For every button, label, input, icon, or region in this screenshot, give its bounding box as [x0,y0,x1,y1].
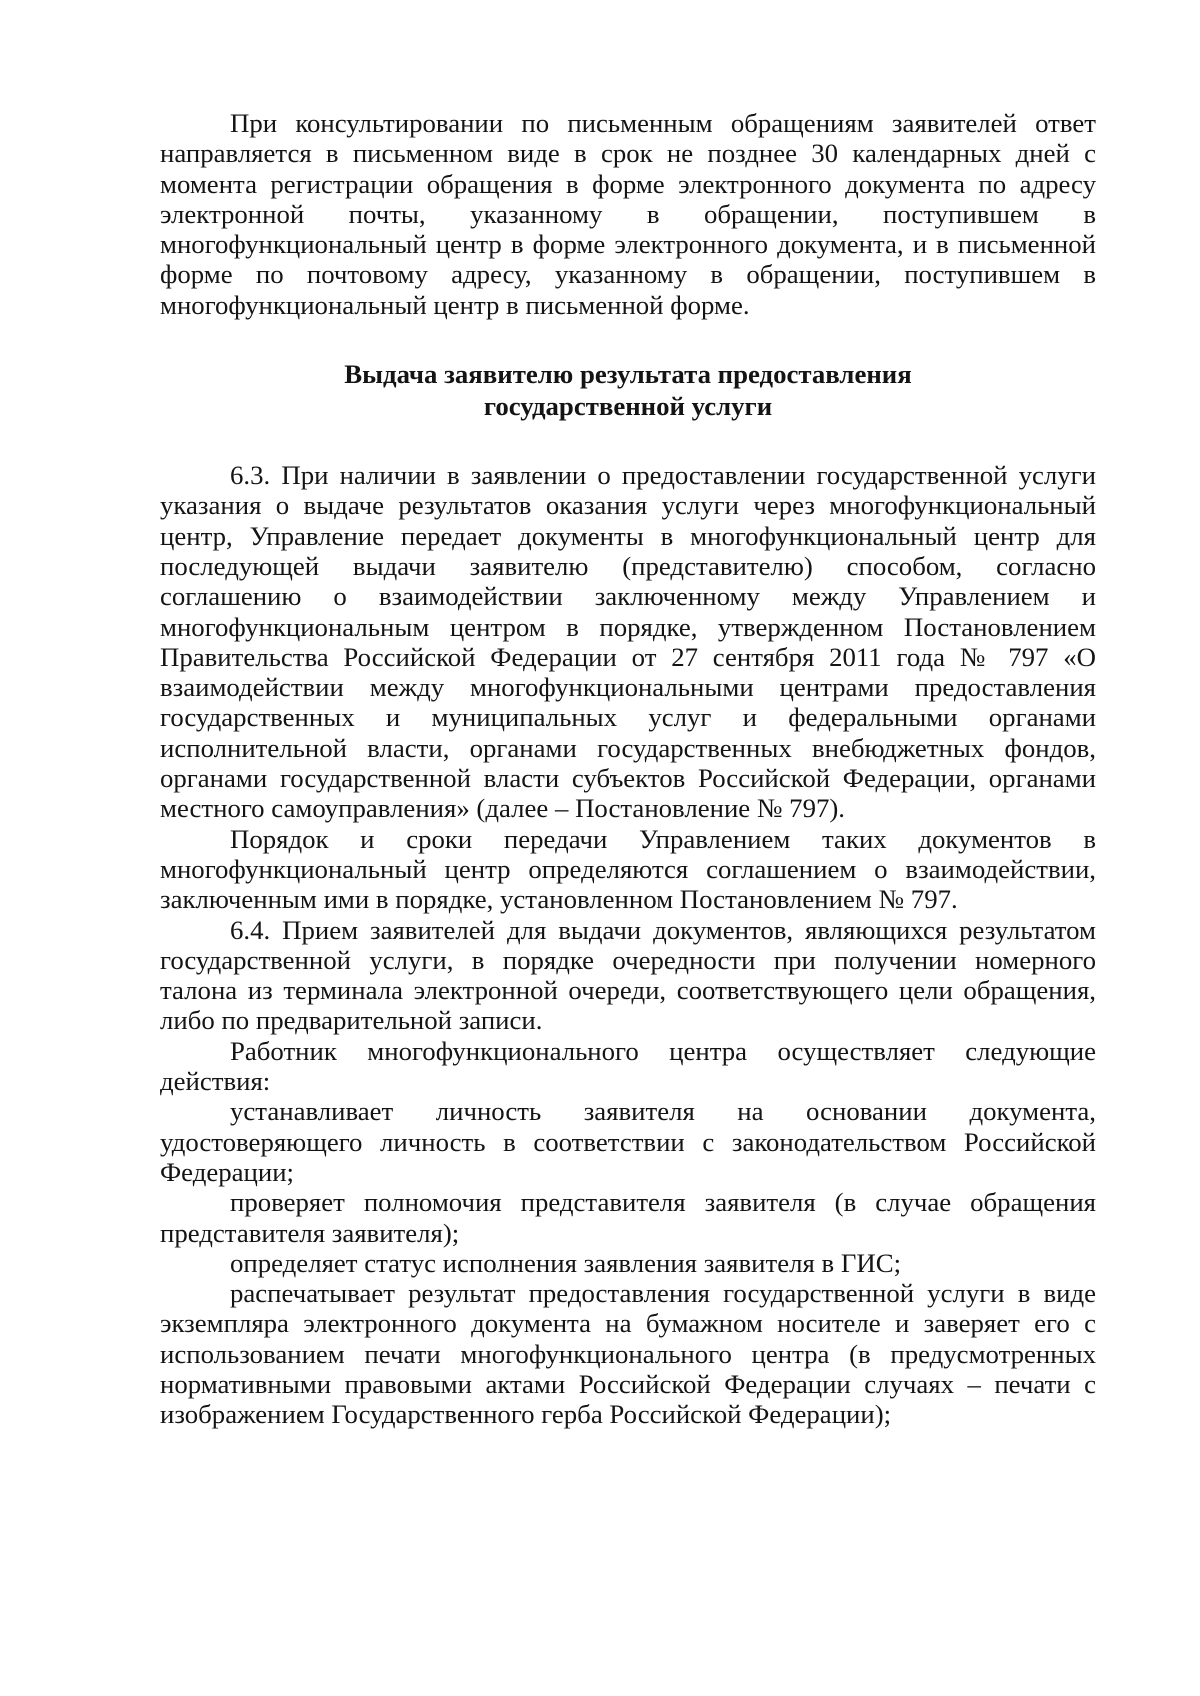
paragraph-identity-check: устанавливает личность заявителя на основании документа, удостоверяющего личность в соответствии с законодательством Российской Федерации; [160,1096,1096,1187]
section-heading [160,358,1096,422]
section-heading-line-2: государственной услуги [483,391,773,422]
paragraph-status-check: определяет статус исполнения заявления заявителя в ГИС; [230,1247,902,1278]
paragraph-6-4: 6.4. Прием заявителей для выдачи документов, являющихся результатом государственной услуги, в порядке очередности при получении номерного талона из терминала электронной очереди, соответствующего цели обращения, либо по предварительной записи. [160,914,1096,1036]
paragraph-6-3: 6.3. При наличии в заявлении о предоставлении государственной услуги указания о выдаче результатов оказания услуги через многофункциональный центр, Управление передает документы в многофункциональный центр для последующей выдачи заявителю (представителю) способом, согласно соглашению о взаимодействии заключенному между Управлением и многофункциональным центром в порядке, утвержденном Постановлением Правительства Российской Федерации от 27 сентября 2011 года № 797 «О взаимодействии между многофункциональными центрами предоставления государственных и муниципальных услуг и федеральными органами исполнительной власти, органами государственных внебюджетных фондов, органами государственной власти субъектов Российской Федерации, органами местного самоуправления» (далее – Постановление № 797). [160,460,1096,824]
paragraph-authority-check: проверяет полномочия представителя заявителя (в случае обращения представителя заявителя); [160,1187,1096,1248]
paragraph-print-result: распечатывает результат предоставления государственной услуги в виде экземпляра электронного документа на бумажном носителе и заверяет его с использованием печати многофункционального центра (в предусмотренных нормативными правовыми актами Российской Федерации случаях – печати с изображением Государственного герба Российской Федерации); [160,1278,1096,1430]
paragraph-worker-actions: Работник многофункционального центра осуществляет следующие действия: [160,1035,1096,1097]
paragraph-transfer-order: Порядок и сроки передачи Управлением таких документов в многофункциональный центр определяются соглашением о взаимодействии, заключенным ими в порядке, установленном Постановлением № 797. [160,823,1096,915]
section-heading-line-1: Выдача заявителю результата предоставления [344,359,912,390]
intro-paragraph: При консультировании по письменным обращениям заявителей ответ направляется в письменном виде в срок не позднее 30 календарных дней с момента регистрации обращения в форме электронного документа по адресу электронной почты, указанному в обращении, поступившем в многофункциональный центр в форме электронного документа, и в письменной форме по почтовому адресу, указанному в обращении, поступившем в многофункциональный центр в письменной форме. [160,108,1096,320]
